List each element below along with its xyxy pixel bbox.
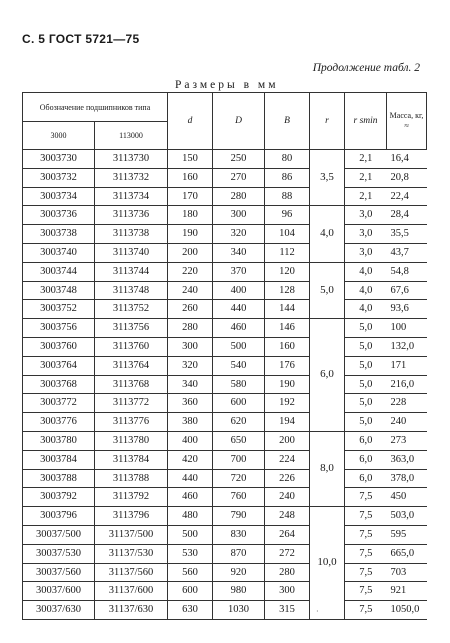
- table-row: [23, 150, 427, 169]
- bore-d-cell: 530: [168, 544, 213, 563]
- table-row: [23, 469, 427, 488]
- page-mark: ·: [316, 607, 319, 616]
- type-b-cell: 3113732: [95, 168, 168, 187]
- rsmin-cell: 5,0: [345, 413, 387, 432]
- bore-d-cell: 460: [168, 488, 213, 507]
- width-b-cell: 146: [265, 319, 310, 338]
- type-b-header: 113000: [95, 122, 168, 150]
- width-b-cell: 300: [265, 582, 310, 601]
- rsmin-cell: 2,1: [345, 187, 387, 206]
- table-row: [23, 544, 427, 563]
- type-a-cell: 30037/600: [23, 582, 95, 601]
- bore-d-cell: 340: [168, 375, 213, 394]
- rsmin-cell: 5,0: [345, 319, 387, 338]
- type-b-cell: 3113734: [95, 187, 168, 206]
- outer-d-cell: 340: [213, 243, 265, 262]
- col-d-header: d: [168, 93, 213, 150]
- width-b-cell: 226: [265, 469, 310, 488]
- dimensions-title: Размеры в мм: [175, 79, 279, 91]
- type-a-cell: 3003744: [23, 262, 95, 281]
- bore-d-cell: 280: [168, 319, 213, 338]
- outer-d-cell: 500: [213, 337, 265, 356]
- table-row: [23, 187, 427, 206]
- table-row: [23, 450, 427, 469]
- outer-d-cell: 830: [213, 525, 265, 544]
- table-row: [23, 206, 427, 225]
- type-a-cell: 3003772: [23, 394, 95, 413]
- outer-d-cell: 870: [213, 544, 265, 563]
- table-row: [23, 507, 427, 526]
- rsmin-cell: 7,5: [345, 582, 387, 601]
- mass-cell: 273: [387, 431, 427, 450]
- mass-cell: 54,8: [387, 262, 427, 281]
- width-b-cell: 112: [265, 243, 310, 262]
- col-width-header: B: [265, 93, 310, 150]
- rsmin-cell: 7,5: [345, 525, 387, 544]
- r-group-cell: 4,0: [310, 206, 345, 262]
- type-a-cell: 3003796: [23, 507, 95, 526]
- rsmin-cell: 7,5: [345, 488, 387, 507]
- type-b-cell: 3113760: [95, 337, 168, 356]
- rsmin-cell: 7,5: [345, 563, 387, 582]
- r-group-cell: 10,0: [310, 507, 345, 620]
- type-b-cell: 3113796: [95, 507, 168, 526]
- width-b-cell: 264: [265, 525, 310, 544]
- mass-cell: 595: [387, 525, 427, 544]
- type-a-cell: 30037/500: [23, 525, 95, 544]
- width-b-cell: 176: [265, 356, 310, 375]
- type-a-cell: 3003784: [23, 450, 95, 469]
- width-b-cell: 192: [265, 394, 310, 413]
- bore-d-cell: 240: [168, 281, 213, 300]
- mass-cell: 67,6: [387, 281, 427, 300]
- outer-d-cell: 700: [213, 450, 265, 469]
- rsmin-cell: 4,0: [345, 300, 387, 319]
- mass-cell: 171: [387, 356, 427, 375]
- table-row: [23, 262, 427, 281]
- rsmin-cell: 5,0: [345, 337, 387, 356]
- mass-cell: 20,8: [387, 168, 427, 187]
- type-b-cell: 31137/500: [95, 525, 168, 544]
- width-b-cell: 315: [265, 601, 310, 620]
- type-a-cell: 30037/630: [23, 601, 95, 620]
- bore-d-cell: 300: [168, 337, 213, 356]
- outer-d-cell: 400: [213, 281, 265, 300]
- r-group-cell: 8,0: [310, 431, 345, 506]
- outer-d-cell: 760: [213, 488, 265, 507]
- r-group-cell: 6,0: [310, 319, 345, 432]
- type-b-cell: 3113740: [95, 243, 168, 262]
- mass-cell: 363,0: [387, 450, 427, 469]
- bore-d-cell: 380: [168, 413, 213, 432]
- bore-d-cell: 440: [168, 469, 213, 488]
- r-group-cell: 3,5: [310, 150, 345, 206]
- rsmin-cell: 6,0: [345, 450, 387, 469]
- type-b-cell: 3113744: [95, 262, 168, 281]
- rsmin-cell: 5,0: [345, 356, 387, 375]
- table-row: [23, 582, 427, 601]
- bore-d-cell: 400: [168, 431, 213, 450]
- table-row: [23, 243, 427, 262]
- col-mass-header: Масса, кг, ≈: [387, 93, 427, 150]
- bore-d-cell: 420: [168, 450, 213, 469]
- width-b-cell: 96: [265, 206, 310, 225]
- outer-d-cell: 720: [213, 469, 265, 488]
- mass-cell: 216,0: [387, 375, 427, 394]
- bore-d-cell: 180: [168, 206, 213, 225]
- mass-cell: 503,0: [387, 507, 427, 526]
- type-a-cell: 3003736: [23, 206, 95, 225]
- outer-d-cell: 460: [213, 319, 265, 338]
- type-b-cell: 3113748: [95, 281, 168, 300]
- type-b-cell: 3113776: [95, 413, 168, 432]
- bearing-table: [22, 92, 427, 620]
- table-row: [23, 281, 427, 300]
- rsmin-cell: 7,5: [345, 544, 387, 563]
- bore-d-cell: 360: [168, 394, 213, 413]
- outer-d-cell: 580: [213, 375, 265, 394]
- rsmin-cell: 5,0: [345, 394, 387, 413]
- table-row: [23, 225, 427, 244]
- bore-d-cell: 630: [168, 601, 213, 620]
- page-header: С. 5 ГОСТ 5721—75: [22, 32, 140, 46]
- width-b-cell: 272: [265, 544, 310, 563]
- type-b-cell: 3113730: [95, 150, 168, 169]
- table-continuation-label: Продолжение табл. 2: [312, 62, 420, 74]
- rsmin-cell: 5,0: [345, 375, 387, 394]
- type-a-cell: 3003788: [23, 469, 95, 488]
- type-a-cell: 3003760: [23, 337, 95, 356]
- bore-d-cell: 170: [168, 187, 213, 206]
- bore-d-cell: 600: [168, 582, 213, 601]
- mass-cell: 16,4: [387, 150, 427, 169]
- outer-d-cell: 320: [213, 225, 265, 244]
- type-b-cell: 3113768: [95, 375, 168, 394]
- outer-d-cell: 540: [213, 356, 265, 375]
- type-a-cell: 30037/560: [23, 563, 95, 582]
- outer-d-cell: 920: [213, 563, 265, 582]
- width-b-cell: 88: [265, 187, 310, 206]
- width-b-cell: 144: [265, 300, 310, 319]
- mass-cell: 43,7: [387, 243, 427, 262]
- rsmin-cell: 6,0: [345, 469, 387, 488]
- mass-cell: 100: [387, 319, 427, 338]
- bearing-designation-header: Обозначение подшипников типа: [23, 93, 168, 122]
- table-body: [23, 150, 427, 620]
- mass-cell: 450: [387, 488, 427, 507]
- width-b-cell: 128: [265, 281, 310, 300]
- outer-d-cell: 980: [213, 582, 265, 601]
- type-b-cell: 31137/630: [95, 601, 168, 620]
- rsmin-cell: 3,0: [345, 225, 387, 244]
- width-b-cell: 224: [265, 450, 310, 469]
- type-b-cell: 3113736: [95, 206, 168, 225]
- outer-d-cell: 620: [213, 413, 265, 432]
- outer-d-cell: 250: [213, 150, 265, 169]
- outer-d-cell: 280: [213, 187, 265, 206]
- rsmin-cell: 3,0: [345, 243, 387, 262]
- mass-cell: 240: [387, 413, 427, 432]
- table-row: [23, 413, 427, 432]
- col-r-header: r: [310, 93, 345, 150]
- width-b-cell: 240: [265, 488, 310, 507]
- rsmin-cell: 4,0: [345, 281, 387, 300]
- type-a-cell: 3003730: [23, 150, 95, 169]
- bearing-table-wrap: [22, 92, 426, 620]
- rsmin-cell: 7,5: [345, 601, 387, 620]
- bore-d-cell: 500: [168, 525, 213, 544]
- width-b-cell: 200: [265, 431, 310, 450]
- table-row: [23, 488, 427, 507]
- outer-d-cell: 650: [213, 431, 265, 450]
- type-b-cell: 3113784: [95, 450, 168, 469]
- table-row: [23, 337, 427, 356]
- bore-d-cell: 560: [168, 563, 213, 582]
- col-rsmin-header: r smin: [345, 93, 387, 150]
- table-row: [23, 375, 427, 394]
- rsmin-cell: 6,0: [345, 431, 387, 450]
- mass-cell: 93,6: [387, 300, 427, 319]
- table-row: [23, 319, 427, 338]
- outer-d-cell: 790: [213, 507, 265, 526]
- type-b-cell: 3113772: [95, 394, 168, 413]
- type-b-cell: 31137/600: [95, 582, 168, 601]
- outer-d-cell: 370: [213, 262, 265, 281]
- mass-cell: 703: [387, 563, 427, 582]
- type-a-cell: 3003748: [23, 281, 95, 300]
- rsmin-cell: 4,0: [345, 262, 387, 281]
- bore-d-cell: 260: [168, 300, 213, 319]
- width-b-cell: 248: [265, 507, 310, 526]
- mass-cell: 28,4: [387, 206, 427, 225]
- width-b-cell: 280: [265, 563, 310, 582]
- type-a-cell: 3003768: [23, 375, 95, 394]
- bore-d-cell: 150: [168, 150, 213, 169]
- mass-cell: 35,5: [387, 225, 427, 244]
- bore-d-cell: 190: [168, 225, 213, 244]
- width-b-cell: 160: [265, 337, 310, 356]
- rsmin-cell: 3,0: [345, 206, 387, 225]
- type-a-cell: 3003738: [23, 225, 95, 244]
- width-b-cell: 80: [265, 150, 310, 169]
- col-outer-diameter-header: D: [213, 93, 265, 150]
- bore-d-cell: 220: [168, 262, 213, 281]
- bore-d-cell: 160: [168, 168, 213, 187]
- type-b-cell: 3113756: [95, 319, 168, 338]
- type-b-cell: 31137/530: [95, 544, 168, 563]
- type-a-cell: 3003756: [23, 319, 95, 338]
- table-row: [23, 431, 427, 450]
- type-b-cell: 31137/560: [95, 563, 168, 582]
- width-b-cell: 190: [265, 375, 310, 394]
- outer-d-cell: 1030: [213, 601, 265, 620]
- type-a-cell: 3003732: [23, 168, 95, 187]
- type-a-cell: 3003752: [23, 300, 95, 319]
- type-b-cell: 3113792: [95, 488, 168, 507]
- width-b-cell: 86: [265, 168, 310, 187]
- table-row: [23, 300, 427, 319]
- type-a-cell: 30037/530: [23, 544, 95, 563]
- width-b-cell: 120: [265, 262, 310, 281]
- mass-cell: 228: [387, 394, 427, 413]
- table-row: [23, 563, 427, 582]
- table-row: [23, 394, 427, 413]
- width-b-cell: 104: [265, 225, 310, 244]
- table-row: [23, 601, 427, 620]
- type-b-cell: 3113752: [95, 300, 168, 319]
- type-a-header: 3000: [23, 122, 95, 150]
- type-b-cell: 3113738: [95, 225, 168, 244]
- rsmin-cell: 2,1: [345, 150, 387, 169]
- table-row: [23, 168, 427, 187]
- bore-d-cell: 200: [168, 243, 213, 262]
- mass-cell: 22,4: [387, 187, 427, 206]
- bore-d-cell: 320: [168, 356, 213, 375]
- rsmin-cell: 7,5: [345, 507, 387, 526]
- table-row: [23, 525, 427, 544]
- type-b-cell: 3113788: [95, 469, 168, 488]
- type-b-cell: 3113764: [95, 356, 168, 375]
- width-b-cell: 194: [265, 413, 310, 432]
- type-a-cell: 3003792: [23, 488, 95, 507]
- outer-d-cell: 600: [213, 394, 265, 413]
- mass-cell: 665,0: [387, 544, 427, 563]
- outer-d-cell: 300: [213, 206, 265, 225]
- type-a-cell: 3003734: [23, 187, 95, 206]
- rsmin-cell: 2,1: [345, 168, 387, 187]
- bore-d-cell: 480: [168, 507, 213, 526]
- mass-cell: 132,0: [387, 337, 427, 356]
- r-group-cell: 5,0: [310, 262, 345, 318]
- table-row: [23, 356, 427, 375]
- table-head: [23, 93, 427, 150]
- mass-cell: 921: [387, 582, 427, 601]
- type-a-cell: 3003764: [23, 356, 95, 375]
- outer-d-cell: 270: [213, 168, 265, 187]
- type-a-cell: 3003780: [23, 431, 95, 450]
- mass-cell: 1050,0: [387, 601, 427, 620]
- outer-d-cell: 440: [213, 300, 265, 319]
- type-b-cell: 3113780: [95, 431, 168, 450]
- type-a-cell: 3003740: [23, 243, 95, 262]
- type-a-cell: 3003776: [23, 413, 95, 432]
- mass-cell: 378,0: [387, 469, 427, 488]
